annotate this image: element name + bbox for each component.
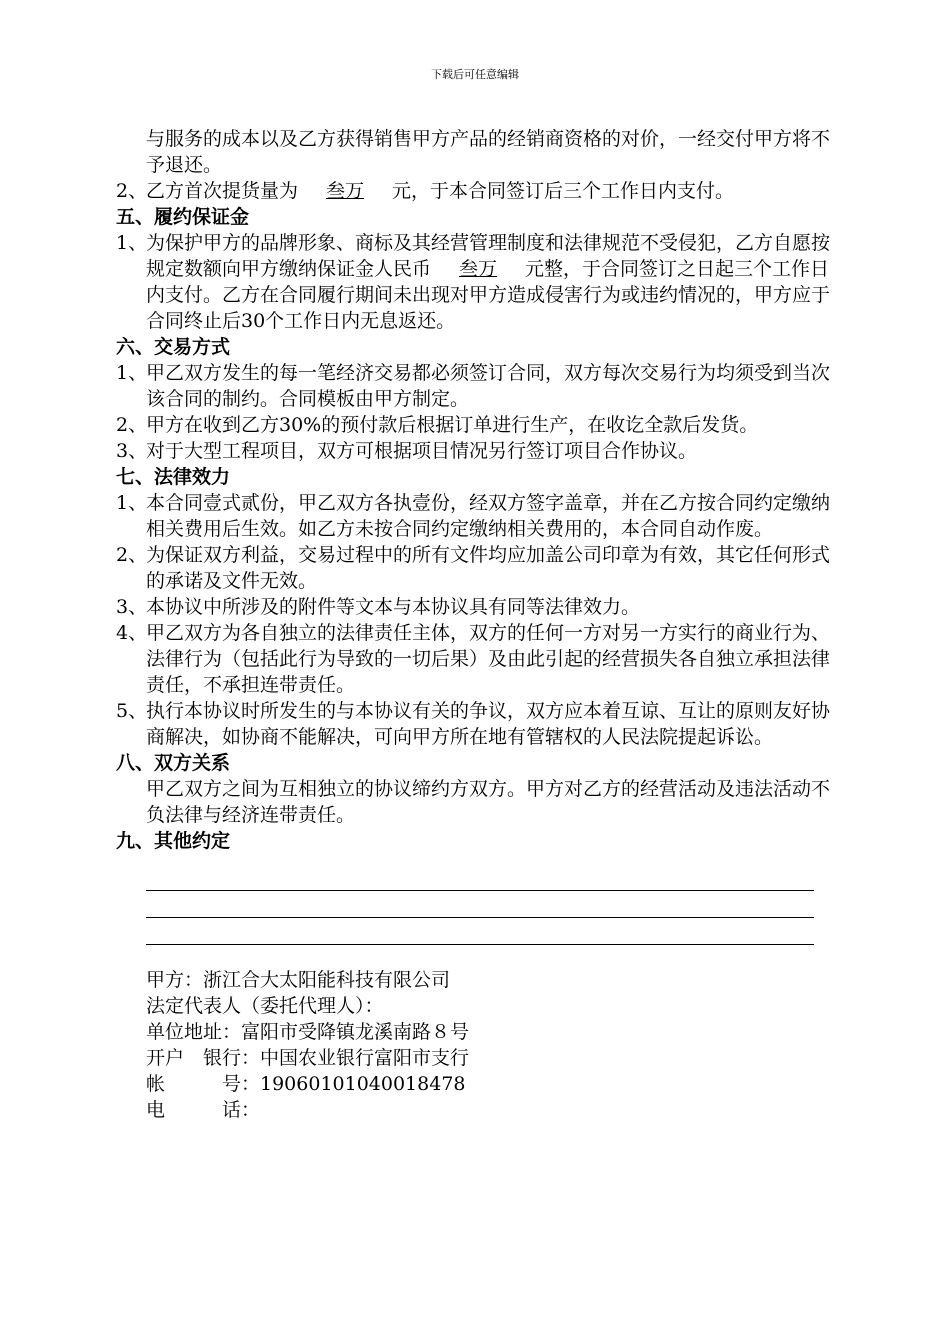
item-text: 本协议中所涉及的附件等文本与本协议具有同等法律效力。 xyxy=(146,596,641,618)
section6-item xyxy=(116,438,838,464)
item-text xyxy=(146,230,838,334)
section5-item-1 xyxy=(116,230,838,334)
item-number: 1、 xyxy=(116,232,148,254)
item-number: 3、 xyxy=(116,440,148,462)
party-a: 甲方：浙江合大太阳能科技有限公司 xyxy=(146,969,451,991)
company-address: 单位地址：富阳市受降镇龙溪南路８号 xyxy=(146,1021,470,1043)
section8-title: 八、双方关系 xyxy=(116,752,231,774)
section7-item xyxy=(116,698,838,750)
item-text: 本合同壹式贰份，甲乙双方各执壹份，经双方签字盖章，并在乙方按合同约定缴纳相关费用后生效。如乙方未按合同约定缴纳相关费用的，本合同自动作废。 xyxy=(146,492,831,540)
item-number: 1、 xyxy=(116,492,148,514)
text-before: 为保护甲方的品牌形象、商标及其经营管理制度和法律规范不受侵犯，乙方自愿按规定数额向甲方缴纳保证金人民币 xyxy=(146,232,831,280)
document-body xyxy=(116,126,838,1123)
item-number: 2、 xyxy=(116,544,148,566)
section6-item xyxy=(116,412,838,438)
item-number: 5、 xyxy=(116,700,148,722)
section9-title: 九、其他约定 xyxy=(116,830,231,852)
section8-text: 甲乙双方之间为互相独立的协议缔约方双方。甲方对乙方的经营活动及违法活动不负法律与经济连带责任。 xyxy=(146,778,831,826)
section4-intro: 与服务的成本以及乙方获得销售甲方产品的经销商资格的对价，一经交付甲方将不予退还。 xyxy=(146,128,831,176)
item-number: 3、 xyxy=(116,596,148,618)
amount-blank: 叁万 xyxy=(326,180,365,202)
item-text: 为保证双方利益，交易过程中的所有文件均应加盖公司印章为有效，其它任何形式的承诺及文件无效。 xyxy=(146,544,831,592)
item-text: 甲乙双方为各自独立的法律责任主体，双方的任何一方对另一方实行的商业行为、法律行为（包括此行为导致的一切后果）及由此引起的经营损失各自独立承担法律责任，不承担连带责任。 xyxy=(146,622,831,696)
signature-block xyxy=(116,967,838,1123)
section5-title: 五、履约保证金 xyxy=(116,206,250,228)
text-before: 乙方首次提货量为 xyxy=(146,180,299,202)
section4-item-2 xyxy=(116,178,838,204)
section7-item xyxy=(116,490,838,542)
bank-name: 开户 银行：中国农业银行富阳市支行 xyxy=(146,1047,470,1069)
item-text: 甲乙双方发生的每一笔经济交易都必须签订合同，双方每次交易行为均须受到当次该合同的制约。合同模板由甲方制定。 xyxy=(146,362,831,410)
item-number: 2、 xyxy=(116,414,148,436)
bank-account: 帐 号：19060101040018478 xyxy=(146,1073,466,1095)
item-number: 4、 xyxy=(116,622,148,644)
legal-representative: 法定代表人（委托代理人）： xyxy=(146,995,384,1017)
amount-blank: 叁万 xyxy=(459,258,498,280)
blank-lines xyxy=(146,864,814,945)
item-text: 甲方在收到乙方30%的预付款后根据订单进行生产，在收讫全款后发货。 xyxy=(146,414,759,436)
section7-title: 七、法律效力 xyxy=(116,466,231,488)
text-after: 元整，于合同签订之日起三个工作日内支付。乙方在合同履行期间未出现对甲方造成侵害行为或违约情况的，甲方应于合同终止后30个工作日内无息返还。 xyxy=(146,258,831,332)
blank-line xyxy=(146,864,814,891)
section7-item xyxy=(116,542,838,594)
blank-line xyxy=(146,918,814,945)
item-number: 2、 xyxy=(116,180,148,202)
item-number: 1、 xyxy=(116,362,148,384)
item-text: 执行本协议时所发生的与本协议有关的争议，双方应本着互谅、互让的原则友好协商解决，如协商不能解决，可向甲方所在地有管辖权的人民法院提起诉讼。 xyxy=(146,700,831,748)
section6-title: 六、交易方式 xyxy=(116,336,231,358)
section6-item xyxy=(116,360,838,412)
page-header: 下载后可任意编辑 xyxy=(431,68,519,81)
text-after: 元，于本合同签订后三个工作日内支付。 xyxy=(392,180,735,202)
blank-line xyxy=(146,891,814,918)
section7-item xyxy=(116,620,838,698)
section7-item xyxy=(116,594,838,620)
item-text: 对于大型工程项目，双方可根据项目情况另行签订项目合作协议。 xyxy=(146,440,698,462)
phone: 电 话： xyxy=(146,1099,261,1121)
item-text xyxy=(146,178,838,204)
